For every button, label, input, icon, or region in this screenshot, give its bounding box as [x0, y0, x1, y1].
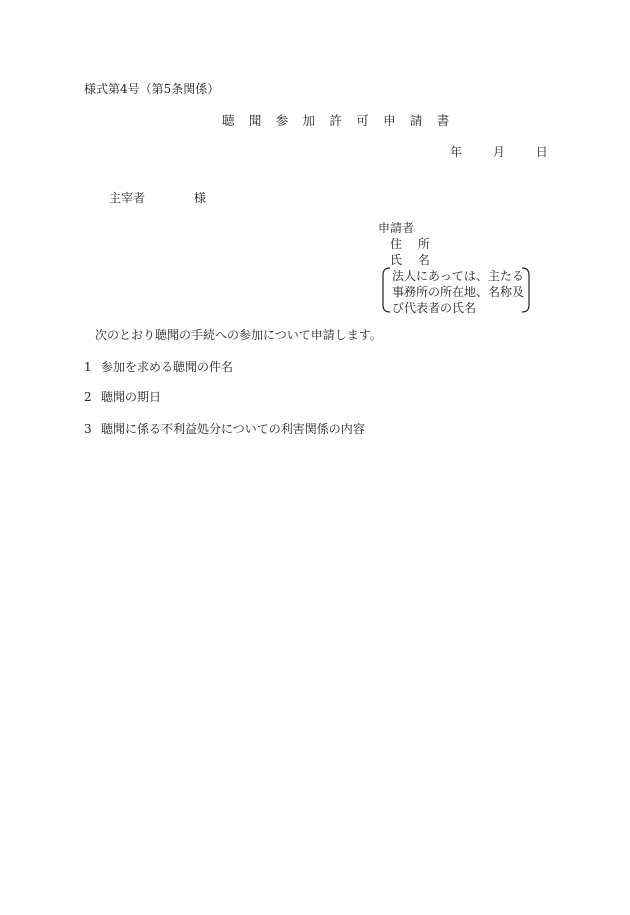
- name-char: 名: [417, 253, 430, 267]
- title-char: 申: [383, 113, 396, 128]
- item-text: 聴聞に係る不利益処分についての利害関係の内容: [101, 422, 365, 436]
- list-item: [84, 391, 161, 403]
- item-text: 参加を求める聴聞の件名: [101, 360, 234, 374]
- list-item: [84, 361, 233, 373]
- applicant-label: 申請者: [378, 221, 415, 235]
- item-text: 聴聞の期日: [101, 390, 162, 404]
- note-line: 事務所の所在地、名称及: [392, 285, 525, 299]
- title-char: 許: [329, 113, 342, 128]
- title-char: 聴: [222, 113, 235, 128]
- corporation-note-text: [392, 268, 524, 316]
- addressee: [109, 192, 206, 204]
- document-title: [222, 115, 460, 128]
- item-number: 3: [84, 422, 92, 436]
- title-char: 書: [436, 113, 450, 128]
- statement: 次のとおり聴聞の手続への参加について申請します。: [95, 328, 382, 342]
- date-line: [450, 146, 548, 158]
- addressee-name: 主宰者: [109, 191, 146, 205]
- list-item: [84, 423, 365, 435]
- corporation-note: [381, 266, 531, 314]
- note-line: 法人にあっては、主たる: [392, 269, 524, 283]
- address-char: 所: [417, 237, 430, 251]
- title-char: 参: [275, 113, 289, 128]
- applicant-address-label: [390, 238, 430, 250]
- date-year: 年: [450, 145, 463, 159]
- item-number: 2: [84, 390, 92, 404]
- name-char: 氏: [390, 253, 403, 267]
- date-day: 日: [535, 145, 548, 159]
- note-line: び代表者の氏名: [392, 301, 477, 315]
- address-char: 住: [390, 237, 403, 251]
- addressee-honorific: 様: [193, 191, 206, 205]
- applicant-name-label: [390, 254, 430, 266]
- title-char: 聞: [248, 113, 262, 128]
- title-char: 可: [356, 113, 369, 128]
- title-char: 請: [409, 113, 423, 128]
- date-month: 月: [492, 145, 505, 159]
- form-number: 様式第4号（第5条関係）: [84, 82, 220, 96]
- title-char: 加: [302, 113, 316, 128]
- item-number: 1: [84, 360, 92, 374]
